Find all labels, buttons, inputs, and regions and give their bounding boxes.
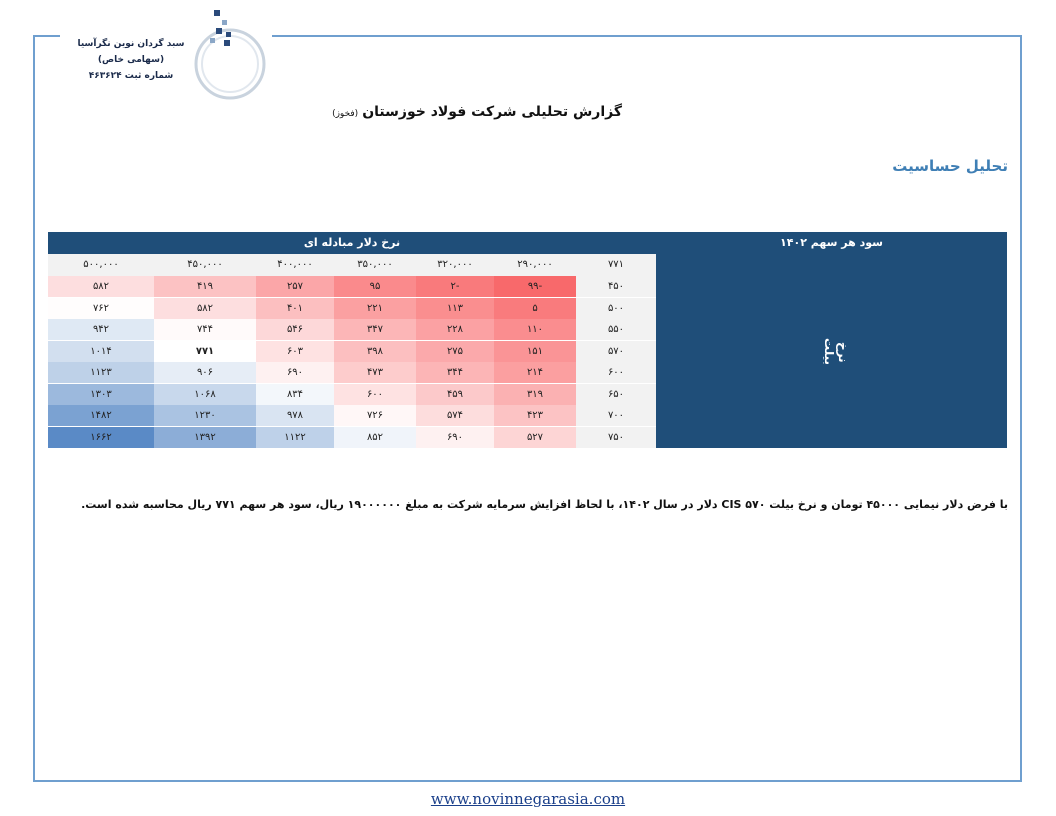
table-cell: ۲۲۱ — [334, 298, 416, 319]
row-label: ۶۵۰ — [576, 384, 656, 405]
row-label: ۵۰۰ — [576, 298, 656, 319]
column-header: ۳۲۰,۰۰۰ — [416, 254, 494, 275]
table-cell: ۴۱۹ — [154, 276, 256, 297]
logo-line-2: (سهامی خاص) — [97, 55, 165, 65]
column-header: ۳۵۰,۰۰۰ — [334, 254, 416, 275]
table-cell: ۹۰۶ — [154, 362, 256, 383]
table-cell: ۵۸۲ — [48, 276, 154, 297]
row-label: ۵۵۰ — [576, 319, 656, 340]
table-cell: ۲۷۵ — [416, 341, 494, 362]
corner-cell: ۷۷۱ — [576, 254, 656, 275]
table-cell: ۲۲۸ — [416, 319, 494, 340]
company-logo-icon — [188, 8, 272, 100]
table-cell: ۱۳۰۳ — [48, 384, 154, 405]
column-header: ۴۵۰,۰۰۰ — [154, 254, 256, 275]
table-cell: ۹۴۲ — [48, 319, 154, 340]
table-cell: ۱۱۰ — [494, 319, 576, 340]
table-cell: ۱۶۶۲ — [48, 427, 154, 448]
table-cell: ۷۲۶ — [334, 405, 416, 426]
table-cell: ۴۲۳ — [494, 405, 576, 426]
assumption-note: با فرض دلار نیمایی ۴۵۰۰۰ تومان و نرخ بیلت CIS ۵۷۰ دلار در سال ۱۴۰۲، با لحاظ افزایش سرمایه شرکت به مبلغ ۱۹۰۰۰۰۰۰ ریال، سود هر سهم ۷۷۱ ریال محاسبه شده است. — [81, 498, 1008, 511]
table-cell: ۴۷۳ — [334, 362, 416, 383]
table-cell: ۱۱۲۳ — [48, 362, 154, 383]
exchange-rate-header: نرخ دلار مبادله ای — [48, 232, 656, 254]
sensitivity-table — [48, 232, 1007, 448]
table-cell: ۶۹۰ — [256, 362, 334, 383]
table-cell: ۹۵ — [334, 276, 416, 297]
report-title-text: گزارش تحلیلی شرکت فولاد خوزستان — [362, 104, 622, 120]
table-cell: ۱۱۳ — [416, 298, 494, 319]
row-label: ۷۵۰ — [576, 427, 656, 448]
table-cell: ۵۲۷ — [494, 427, 576, 448]
table-cell: ۷۶۲ — [48, 298, 154, 319]
billet-rate-axis-label: نرخ بیلت — [822, 338, 850, 366]
row-label: ۶۰۰ — [576, 362, 656, 383]
table-cell: ۳۱۹ — [494, 384, 576, 405]
table-cell: ۳۴۷ — [334, 319, 416, 340]
table-cell: ۵ — [494, 298, 576, 319]
table-cell: ۲۱۴ — [494, 362, 576, 383]
table-cell: -۲ — [416, 276, 494, 297]
row-label: ۴۵۰ — [576, 276, 656, 297]
column-header: ۴۰۰,۰۰۰ — [256, 254, 334, 275]
company-logo-text — [76, 36, 186, 84]
footer-link[interactable]: www.novinnegarasia.com — [430, 790, 626, 808]
section-title: تحلیل حساسیت — [892, 157, 1008, 175]
table-cell: ۴۰۱ — [256, 298, 334, 319]
report-ticker: (فخوز) — [332, 109, 359, 119]
table-cell: ۷۴۴ — [154, 319, 256, 340]
table-cell: ۹۷۸ — [256, 405, 334, 426]
table-cell: ۲۵۷ — [256, 276, 334, 297]
table-cell: ۵۸۲ — [154, 298, 256, 319]
logo-line-3: شماره ثبت ۴۶۳۶۲۴ — [88, 71, 174, 81]
table-cell: ۳۹۸ — [334, 341, 416, 362]
eps-header-panel — [656, 232, 1007, 448]
table-cell: ۸۳۴ — [256, 384, 334, 405]
table-cell: ۱۲۳۰ — [154, 405, 256, 426]
table-cell: ۸۵۲ — [334, 427, 416, 448]
row-label: ۷۰۰ — [576, 405, 656, 426]
table-cell: ۶۰۳ — [256, 341, 334, 362]
eps-header: سود هر سهم ۱۴۰۲ — [780, 236, 883, 249]
table-cell: ۳۴۴ — [416, 362, 494, 383]
table-cell: ۱۳۹۲ — [154, 427, 256, 448]
table-cell: ۴۵۹ — [416, 384, 494, 405]
table-cell: ۵۴۶ — [256, 319, 334, 340]
logo-line-1: سبد گردان نوین نگرآسیا — [77, 39, 185, 49]
column-header: ۲۹۰,۰۰۰ — [494, 254, 576, 275]
column-header: ۵۰۰,۰۰۰ — [48, 254, 154, 275]
table-cell: -۹۹ — [494, 276, 576, 297]
table-cell: ۶۰۰ — [334, 384, 416, 405]
table-cell: ۱۴۸۲ — [48, 405, 154, 426]
table-cell: ۱۰۱۴ — [48, 341, 154, 362]
table-cell: ۶۹۰ — [416, 427, 494, 448]
table-cell: ۱۱۲۲ — [256, 427, 334, 448]
row-label: ۵۷۰ — [576, 341, 656, 362]
table-cell: ۷۷۱ — [154, 341, 256, 362]
table-cell: ۵۷۴ — [416, 405, 494, 426]
table-cell: ۱۵۱ — [494, 341, 576, 362]
report-title — [330, 104, 622, 120]
table-cell: ۱۰۶۸ — [154, 384, 256, 405]
